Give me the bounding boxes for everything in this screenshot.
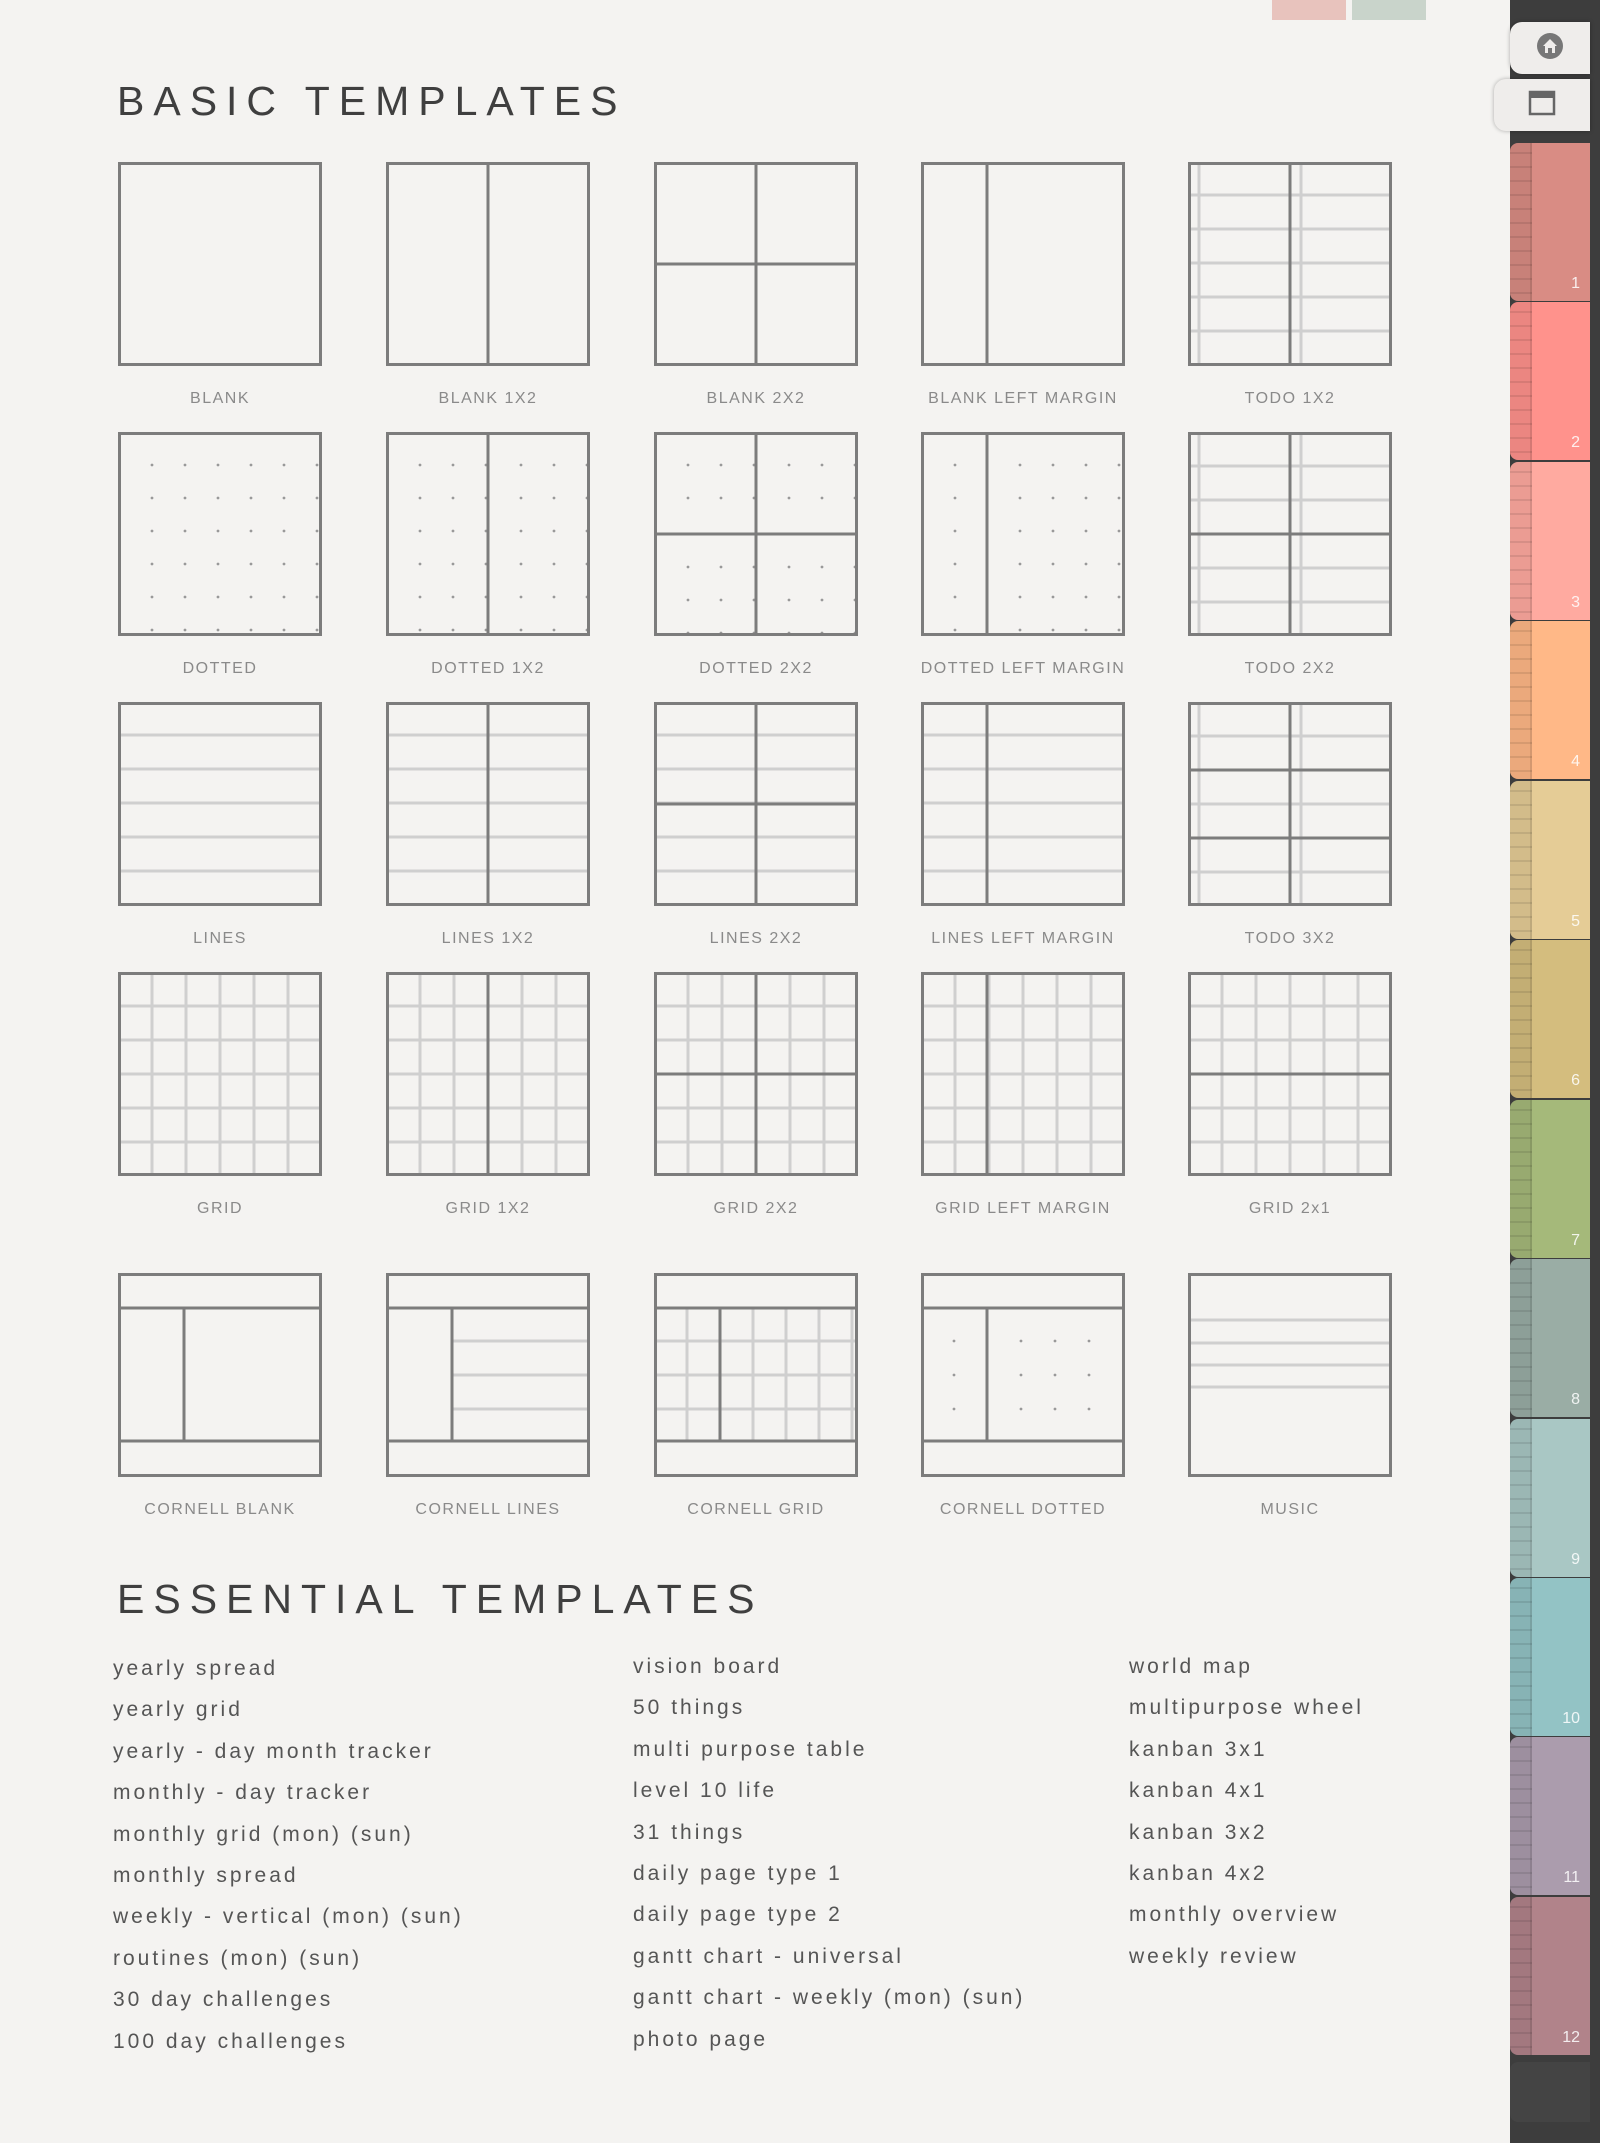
template-tile[interactable] bbox=[118, 432, 322, 677]
template-tile-label: BLANK 1X2 bbox=[438, 390, 538, 407]
essential-template-link[interactable]: level 10 life bbox=[633, 1779, 778, 1803]
essential-template-link[interactable]: 100 day challenges bbox=[113, 2029, 348, 2053]
month-tab-8[interactable] bbox=[1510, 1259, 1590, 1417]
template-tile-label: DOTTED 2X2 bbox=[699, 660, 813, 677]
template-tile-label: LINES LEFT MARGIN bbox=[931, 930, 1115, 947]
template-tile-label: MUSIC bbox=[1260, 1501, 1320, 1518]
tab-number: 1 bbox=[1571, 275, 1580, 292]
template-tile-label: LINES 1X2 bbox=[441, 930, 535, 947]
template-tile-label: LINES 2X2 bbox=[709, 930, 803, 947]
essential-column-3 bbox=[1129, 1646, 1364, 1977]
tab-ruler bbox=[1510, 1578, 1532, 1736]
essential-template-link[interactable]: multipurpose wheel bbox=[1129, 1696, 1364, 1720]
essential-template-link[interactable]: 30 day challenges bbox=[113, 1988, 334, 2012]
tile-preview bbox=[654, 972, 858, 1176]
essential-template-link[interactable]: monthly spread bbox=[113, 1863, 299, 1887]
template-tile[interactable] bbox=[1188, 162, 1392, 407]
tile-preview bbox=[386, 432, 590, 636]
month-tab-12[interactable] bbox=[1510, 1897, 1590, 2055]
essential-template-link[interactable]: yearly grid bbox=[113, 1698, 243, 1722]
tile-preview bbox=[1188, 162, 1392, 366]
tile-preview bbox=[921, 972, 1125, 1176]
essential-template-link[interactable]: photo page bbox=[633, 2027, 769, 2051]
essential-template-link[interactable]: kanban 3x1 bbox=[1129, 1737, 1268, 1761]
essential-template-link[interactable]: yearly - day month tracker bbox=[113, 1739, 434, 1763]
essential-template-link[interactable]: world map bbox=[1129, 1655, 1253, 1678]
tab-number: 2 bbox=[1571, 434, 1580, 451]
template-tile[interactable] bbox=[654, 972, 858, 1217]
essential-column-2 bbox=[633, 1646, 1025, 2060]
month-tab-2[interactable] bbox=[1510, 302, 1590, 460]
sidebar-bottom-tab[interactable] bbox=[1510, 2062, 1590, 2122]
tile-preview bbox=[118, 1273, 322, 1477]
template-tile-label: CORNELL GRID bbox=[687, 1501, 825, 1518]
template-tile-label: TODO 1X2 bbox=[1244, 390, 1336, 407]
template-tile-label: GRID bbox=[197, 1200, 243, 1217]
template-tile-label: BLANK 2X2 bbox=[706, 390, 806, 407]
template-tile[interactable] bbox=[654, 162, 858, 407]
essential-templates-title: ESSENTIAL TEMPLATES bbox=[117, 1576, 764, 1622]
tab-ruler bbox=[1510, 940, 1532, 1098]
tile-preview bbox=[921, 432, 1125, 636]
month-tab-4[interactable] bbox=[1510, 621, 1590, 779]
month-tab-10[interactable] bbox=[1510, 1578, 1590, 1736]
essential-template-link[interactable]: weekly review bbox=[1129, 1944, 1299, 1968]
tile-preview bbox=[386, 1273, 590, 1477]
tab-ruler bbox=[1510, 1419, 1532, 1577]
template-tile[interactable] bbox=[386, 972, 590, 1217]
basic-templates-title: BASIC TEMPLATES bbox=[117, 78, 627, 124]
tab-ruler bbox=[1510, 302, 1532, 460]
tab-number: 9 bbox=[1571, 1551, 1580, 1568]
template-tile-label: GRID 2X2 bbox=[713, 1200, 799, 1217]
template-tile[interactable] bbox=[386, 1273, 590, 1518]
essential-template-link[interactable]: yearly spread bbox=[113, 1657, 279, 1680]
tile-preview bbox=[1188, 1273, 1392, 1477]
home-button[interactable] bbox=[1510, 22, 1590, 74]
tile-preview bbox=[1188, 702, 1392, 906]
month-tab-11[interactable] bbox=[1510, 1737, 1590, 1895]
essential-template-link[interactable]: daily page type 1 bbox=[633, 1861, 843, 1885]
essential-template-link[interactable]: 50 things bbox=[633, 1696, 746, 1720]
tile-preview bbox=[654, 702, 858, 906]
template-tile-label: CORNELL BLANK bbox=[144, 1501, 296, 1518]
tile-preview bbox=[1188, 972, 1392, 1176]
month-tab-3[interactable] bbox=[1510, 462, 1590, 620]
tab-ruler bbox=[1510, 1259, 1532, 1417]
template-tile[interactable] bbox=[920, 432, 1126, 677]
tile-preview bbox=[118, 162, 322, 366]
template-tile[interactable] bbox=[1188, 702, 1392, 947]
tab-number: 7 bbox=[1571, 1232, 1580, 1249]
template-tile[interactable] bbox=[1188, 972, 1392, 1217]
template-tile-label: TODO 2X2 bbox=[1244, 660, 1336, 677]
template-tile[interactable] bbox=[921, 972, 1125, 1217]
essential-template-link[interactable]: monthly overview bbox=[1129, 1903, 1340, 1927]
window-button[interactable] bbox=[1494, 79, 1590, 131]
template-tile[interactable] bbox=[118, 702, 322, 947]
essential-template-link[interactable]: multi purpose table bbox=[633, 1737, 868, 1761]
tile-preview bbox=[118, 702, 322, 906]
template-tile[interactable] bbox=[1188, 1273, 1392, 1518]
tile-preview bbox=[118, 972, 322, 1176]
template-tile[interactable] bbox=[386, 702, 590, 947]
essential-template-link[interactable]: kanban 4x2 bbox=[1129, 1861, 1268, 1885]
tile-preview bbox=[1188, 432, 1392, 636]
essential-template-link[interactable]: gantt chart - universal bbox=[633, 1944, 904, 1968]
color-swatch-pink bbox=[1272, 0, 1346, 20]
tab-ruler bbox=[1510, 1100, 1532, 1258]
essential-template-link[interactable]: vision board bbox=[633, 1655, 783, 1678]
essential-template-link[interactable]: weekly - vertical (mon) (sun) bbox=[113, 1905, 464, 1929]
template-tile-label: DOTTED LEFT MARGIN bbox=[920, 660, 1126, 677]
template-tile-label: LINES bbox=[193, 930, 247, 947]
essential-template-link[interactable]: monthly - day tracker bbox=[113, 1781, 373, 1805]
template-tile[interactable] bbox=[386, 162, 590, 407]
essential-template-link[interactable]: kanban 3x2 bbox=[1129, 1820, 1268, 1844]
tab-ruler bbox=[1510, 143, 1532, 301]
template-tile-label: BLANK bbox=[190, 390, 250, 407]
tab-ruler bbox=[1510, 621, 1532, 779]
template-tile-label: CORNELL LINES bbox=[415, 1501, 561, 1518]
template-tile[interactable] bbox=[1188, 432, 1392, 677]
template-tile-label: CORNELL DOTTED bbox=[939, 1501, 1107, 1518]
template-tile-label: GRID 2x1 bbox=[1248, 1200, 1332, 1217]
tile-preview bbox=[654, 432, 858, 636]
essential-template-link[interactable]: monthly grid (mon) (sun) bbox=[113, 1822, 414, 1846]
tab-ruler bbox=[1510, 781, 1532, 939]
tab-number: 8 bbox=[1571, 1391, 1580, 1408]
month-tab-9[interactable] bbox=[1510, 1419, 1590, 1577]
tab-ruler bbox=[1510, 1897, 1532, 2055]
template-tile[interactable] bbox=[118, 972, 322, 1217]
month-tab-1[interactable] bbox=[1510, 143, 1590, 301]
essential-template-link[interactable]: 31 things bbox=[633, 1820, 746, 1844]
tile-preview bbox=[118, 432, 322, 636]
template-tile[interactable] bbox=[386, 432, 590, 677]
tab-ruler bbox=[1510, 462, 1532, 620]
template-tile-label: GRID LEFT MARGIN bbox=[935, 1200, 1111, 1217]
template-tile[interactable] bbox=[921, 702, 1125, 947]
tab-number: 6 bbox=[1571, 1072, 1580, 1089]
template-tile-label: DOTTED 1X2 bbox=[431, 660, 545, 677]
essential-template-link[interactable]: routines (mon) (sun) bbox=[113, 1946, 363, 1970]
essential-template-link[interactable]: kanban 4x1 bbox=[1129, 1779, 1268, 1803]
tile-preview bbox=[386, 702, 590, 906]
tab-number: 10 bbox=[1562, 1710, 1580, 1727]
essential-template-link[interactable]: gantt chart - weekly (mon) (sun) bbox=[633, 1986, 1026, 2010]
tab-number: 5 bbox=[1571, 913, 1580, 930]
template-tile[interactable] bbox=[118, 1273, 322, 1518]
month-tab-5[interactable] bbox=[1510, 781, 1590, 939]
tile-preview bbox=[654, 1273, 858, 1477]
essential-template-link[interactable]: daily page type 2 bbox=[633, 1903, 843, 1927]
tile-preview bbox=[921, 702, 1125, 906]
template-tile[interactable] bbox=[921, 162, 1125, 407]
template-tile[interactable] bbox=[654, 702, 858, 947]
template-tile[interactable] bbox=[654, 1273, 858, 1518]
template-tile[interactable] bbox=[118, 162, 322, 407]
tile-preview bbox=[386, 972, 590, 1176]
month-tab-6[interactable] bbox=[1510, 940, 1590, 1098]
tab-ruler bbox=[1510, 1737, 1532, 1895]
tab-number: 3 bbox=[1571, 594, 1580, 611]
template-tile-label: BLANK LEFT MARGIN bbox=[928, 390, 1118, 407]
template-tile[interactable] bbox=[921, 1273, 1125, 1518]
month-tab-7[interactable] bbox=[1510, 1100, 1590, 1258]
tile-preview bbox=[921, 162, 1125, 366]
tab-number: 4 bbox=[1571, 753, 1580, 770]
color-swatch-green bbox=[1352, 0, 1426, 20]
template-tile-label: TODO 3X2 bbox=[1244, 930, 1336, 947]
tab-number: 11 bbox=[1563, 1869, 1580, 1886]
window-icon bbox=[1528, 90, 1556, 121]
tab-number: 12 bbox=[1562, 2029, 1580, 2046]
template-tile-label: GRID 1X2 bbox=[445, 1200, 531, 1217]
tile-preview bbox=[386, 162, 590, 366]
tile-preview bbox=[654, 162, 858, 366]
home-icon bbox=[1535, 31, 1565, 66]
essential-column-1 bbox=[113, 1648, 464, 2062]
template-tile-label: DOTTED bbox=[182, 660, 258, 677]
tile-preview bbox=[921, 1273, 1125, 1477]
template-tile[interactable] bbox=[654, 432, 858, 677]
